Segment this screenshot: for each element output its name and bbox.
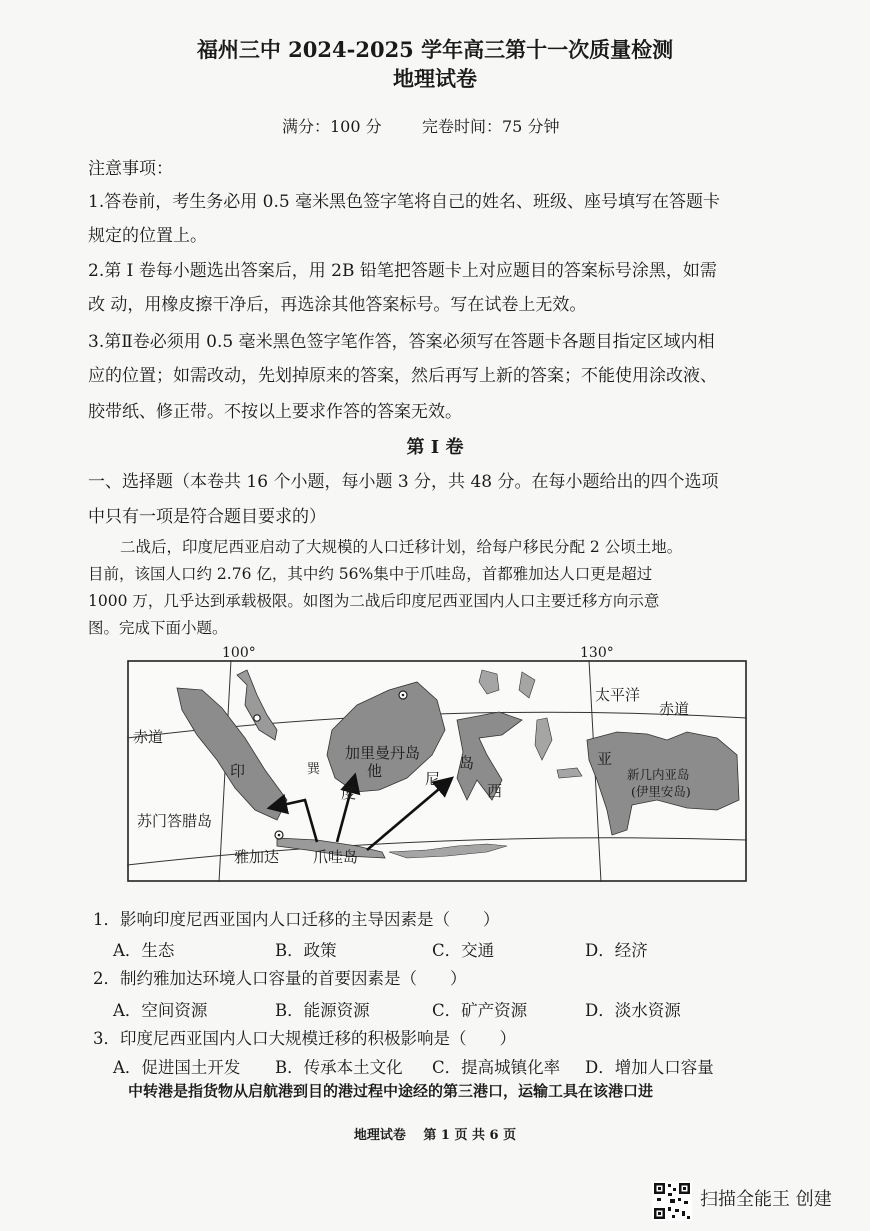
note-line: 3.第Ⅱ卷必须用 0.5 毫米黑色签字笔作答，答案必须写在答题卡各题目指定区域内相: [88, 332, 715, 352]
new-guinea-label: (伊里安岛): [631, 784, 691, 799]
equator-label: 赤道: [659, 700, 690, 718]
exam-title: 福州三中 2024-2025 学年高三第十一次质量检测: [196, 37, 674, 62]
passage-line: 图。完成下面小题。: [88, 619, 228, 637]
note-line: 规定的位置上。: [88, 226, 207, 246]
country-char: 亚: [597, 750, 613, 768]
option: C．交通: [432, 941, 495, 960]
scanner-watermark: 扫描全能王 创建: [700, 1189, 832, 1210]
map-char: 他: [367, 762, 383, 780]
exam-subject: 地理试卷: [393, 66, 477, 91]
option: D．淡水资源: [585, 1001, 681, 1020]
sumatra-label: 苏门答腊岛: [137, 812, 213, 830]
page-footer: 地理试卷 第 1 页 共 6 页: [353, 1128, 517, 1143]
section-intro: 中只有一项是符合题目要求的）: [88, 507, 326, 527]
note-line: 改 动，用橡皮擦干净后，再选涂其他答案标号。写在试卷上无效。: [88, 295, 587, 315]
note-line: 应的位置；如需改动，先划掉原来的答案，然后再写上新的答案；不能使用涂改液、: [88, 366, 717, 386]
longitude-label: 100°: [222, 645, 256, 661]
option: A．生态: [113, 941, 175, 960]
section-intro: 一、选择题（本卷共 16 个小题，每小题 3 分，共 48 分。在每小题给出的四个选项: [88, 472, 719, 492]
option: B．能源资源: [275, 1001, 370, 1020]
country-char: 度: [341, 784, 357, 802]
longitude-label: 130°: [580, 645, 614, 661]
kalimantan-label: 加里曼丹岛: [345, 744, 421, 762]
question-stem: 3．印度尼西亚国内人口大规模迁移的积极影响是（ ）: [93, 1029, 516, 1048]
option: A．促进国土开发: [113, 1058, 241, 1077]
map-char: 巽: [307, 762, 321, 777]
country-char: 西: [487, 782, 503, 800]
option: B．政策: [275, 941, 337, 960]
option: D．经济: [585, 941, 648, 960]
pacific-label: 太平洋: [595, 686, 641, 704]
migration-map: [127, 660, 747, 882]
exam-time: 完卷时间：75 分钟: [422, 117, 560, 136]
note-line: 2.第 I 卷每小题选出答案后，用 2B 铅笔把答题卡上对应题目的答案标号涂黑，如需: [88, 261, 717, 281]
question-stem: 2．制约雅加达环境人口容量的首要因素是（ ）: [93, 969, 467, 988]
full-score: 满分：100 分: [282, 117, 382, 136]
equator-label: 赤道: [133, 728, 164, 746]
jakarta-label: 雅加达: [234, 848, 280, 866]
new-guinea-label: 新几内亚岛: [627, 767, 690, 782]
option: D．增加人口容量: [585, 1058, 714, 1077]
option: A．空间资源: [113, 1001, 208, 1020]
note-line: 胶带纸、修正带。不按以上要求作答的答案无效。: [88, 402, 462, 422]
qr-code-icon: [652, 1181, 692, 1221]
option: C．提高城镇化率: [432, 1058, 561, 1077]
next-passage: 中转港是指货物从启航港到目的港过程中途经的第三港口，运输工具在该港口进: [128, 1082, 654, 1100]
java-label: 爪哇岛: [313, 848, 359, 866]
passage-line: 1000 万，几乎达到承载极限。如图为二战后印度尼西亚国内人口主要迁移方向示意: [88, 592, 660, 610]
option: B．传承本土文化: [275, 1058, 403, 1077]
passage-line: 二战后，印度尼西亚启动了大规模的人口迁移计划，给每户移民分配 2 公顷土地。: [120, 538, 683, 556]
note-line: 1.答卷前，考生务必用 0.5 毫米黑色签字笔将自己的姓名、班级、座号填写在答题卡: [88, 192, 721, 212]
notes-heading: 注意事项：: [88, 159, 173, 179]
country-char: 印: [230, 762, 246, 780]
country-char: 尼: [425, 770, 441, 788]
question-stem: 1．影响印度尼西亚国内人口迁移的主导因素是（ ）: [93, 910, 500, 929]
passage-line: 目前，该国人口约 2.76 亿，其中约 56%集中于爪哇岛，首都雅加达人口更是超过: [88, 565, 653, 583]
sulawesi-char: 岛: [459, 754, 475, 772]
section-title: 第 I 卷: [406, 437, 464, 458]
option: C．矿产资源: [432, 1001, 528, 1020]
